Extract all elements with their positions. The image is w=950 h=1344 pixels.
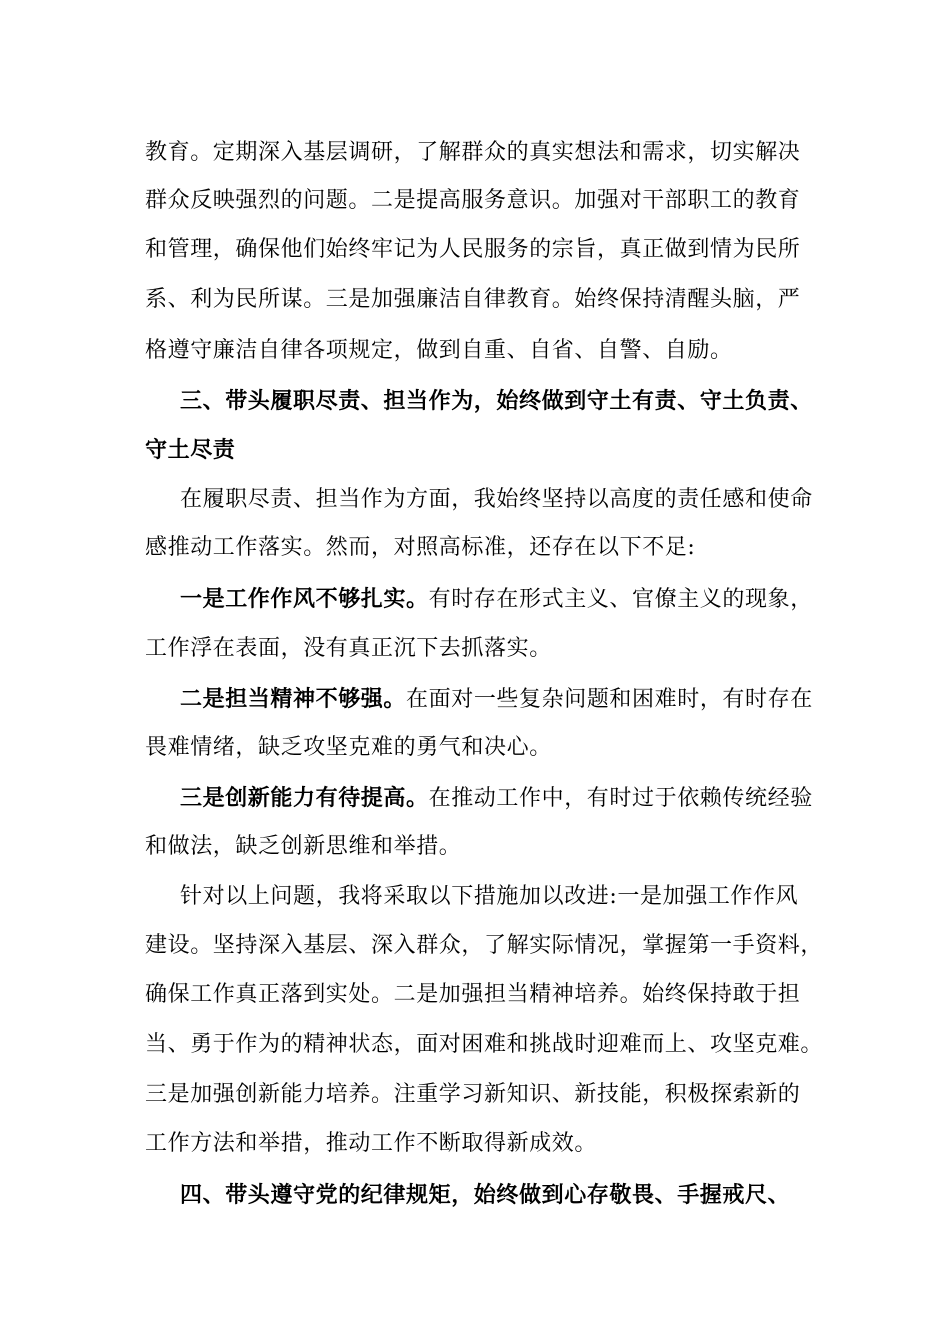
paragraph-line: 和管理，确保他们始终牢记为人民服务的宗旨，真正做到情为民所 xyxy=(145,237,801,262)
paragraph-line: 教育。定期深入基层调研，了解群众的真实想法和需求，切实解决 xyxy=(145,140,801,165)
issue-lead-1: 一是工作作风不够扎实。 xyxy=(180,586,429,612)
paragraph-line: 当、勇于作为的精神状态，面对困难和挑战时迎难而上、攻坚克难。 xyxy=(145,1032,824,1057)
paragraph-line: 畏难情绪，缺乏攻坚克难的勇气和决心。 xyxy=(145,735,552,760)
issue-item-1 xyxy=(180,584,813,614)
paragraph-line: 在履职尽责、担当作为方面，我始终坚持以高度的责任感和使命 xyxy=(180,487,813,512)
issue-item-2 xyxy=(180,684,813,714)
section-heading-3-cont: 守土尽责 xyxy=(145,437,236,463)
section-heading-3: 三、带头履职尽责、担当作为，始终做到守土有责、守土负责、 xyxy=(180,388,813,414)
paragraph-line: 格遵守廉洁自律各项规定，做到自重、自省、自警、自励。 xyxy=(145,338,733,363)
paragraph-line: 针对以上问题，我将采取以下措施加以改进:一是加强工作作风 xyxy=(180,884,799,909)
paragraph-line: 三是加强创新能力培养。注重学习新知识、新技能，积极探索新的 xyxy=(145,1082,801,1107)
paragraph-line: 工作方法和举措，推动工作不断取得新成效。 xyxy=(145,1131,598,1156)
issue-text-3: 在推动工作中，有时过于依赖传统经验 xyxy=(428,786,813,811)
issue-text-2: 在面对一些复杂问题和困难时，有时存在 xyxy=(406,687,813,712)
paragraph-line: 系、利为民所谋。三是加强廉洁自律教育。始终保持清醒头脑，严 xyxy=(145,287,801,312)
section-heading-4: 四、带头遵守党的纪律规矩，始终做到心存敬畏、手握戒尺、 xyxy=(180,1182,791,1208)
paragraph-line: 感推动工作落实。然而，对照高标准，还存在以下不足: xyxy=(145,535,696,560)
paragraph-line: 工作浮在表面，没有真正沉下去抓落实。 xyxy=(145,636,552,661)
paragraph-line: 和做法，缺乏创新思维和举措。 xyxy=(145,834,462,859)
paragraph-line: 群众反映强烈的问题。二是提高服务意识。加强对干部职工的教育 xyxy=(145,188,801,213)
issue-lead-2: 二是担当精神不够强。 xyxy=(180,686,407,712)
issue-lead-3: 三是创新能力有待提高。 xyxy=(180,785,429,811)
issue-item-3 xyxy=(180,783,813,813)
paragraph-line: 确保工作真正落到实处。二是加强担当精神培养。始终保持敢于担 xyxy=(145,982,801,1007)
paragraph-line: 建设。坚持深入基层、深入群众，了解实际情况，掌握第一手资料， xyxy=(145,933,824,958)
issue-text-1: 有时存在形式主义、官僚主义的现象， xyxy=(428,587,813,612)
